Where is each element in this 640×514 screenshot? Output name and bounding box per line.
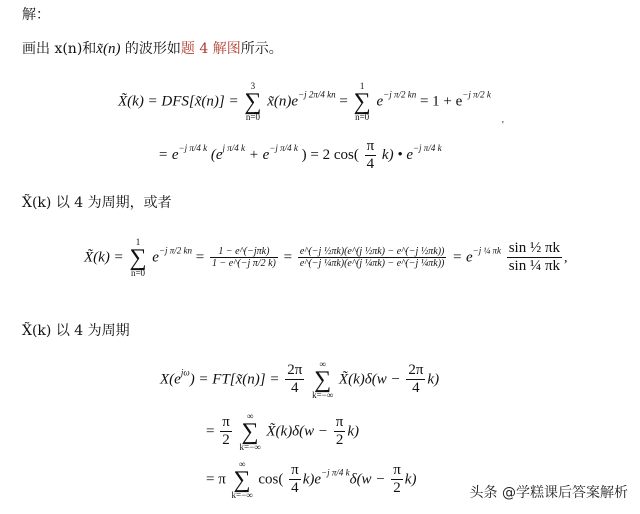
eq3-exp: −j π/2 kn [158, 245, 193, 256]
eq1-exp1: −j 2π/4 kn [298, 89, 336, 100]
eq2-part2: (e [210, 147, 223, 164]
eq5-sum: ∞ ∑ k=−∞ [239, 411, 261, 453]
eq4-sum: ∞ ∑ k=−∞ [312, 359, 334, 401]
watermark: 头条 @学糕课后答案解析 [469, 485, 628, 501]
eq2-exp3: −j π/4 k [269, 143, 298, 154]
eq6-frac2: $\frac{\pi}{2}$ [393, 462, 401, 497]
eq1-body2: e [376, 93, 384, 110]
eq4-lhs2: ) = FT[x̃(n)] = [189, 371, 280, 388]
eq5-eq: = [206, 423, 215, 440]
equation-cos [158, 138, 442, 174]
equation-dfs [118, 82, 491, 122]
eq2-exp1: −j π/4 k [178, 143, 208, 154]
eq6-body: cos( [258, 471, 284, 488]
eq6-eq: = π [206, 471, 226, 488]
eq2-part4: ) = 2 cos( [301, 147, 359, 164]
eq3-frac3: $\frac{\text{sin ½ πk}}{\text{sin ¼ πk}}$ [508, 240, 561, 275]
eq3-tail: , [564, 250, 568, 266]
eq1-exp2: −j π/2 kn [383, 89, 417, 100]
equation-ft [160, 360, 439, 400]
equation-ft-simplified [206, 412, 359, 452]
eq1-lhs: X̃(k) = DFS[x̃(n)] = [118, 93, 239, 110]
eq4-tail: k) [427, 371, 440, 388]
eq3-exp-mid: −j ¼ πk [472, 245, 501, 256]
eq4-lhs-exp: jω [180, 367, 190, 378]
intro-suffix: 所示。 [240, 41, 283, 57]
eq1-sum2: 1 ∑ n=0 [353, 81, 371, 123]
eq5-body: X̃(k)δ(w − [266, 423, 329, 440]
eq1-exp3: −j π/2 k [462, 89, 491, 100]
eq2-frac: $\frac{\pi}{4}$ [366, 138, 375, 173]
eq5-frac1: $\frac{\pi}{2}$ [222, 414, 230, 449]
eq6-body3: δ(w − [349, 471, 386, 488]
intro-line [22, 38, 283, 58]
eq1-sum1: 3 ∑ n=0 [244, 81, 262, 123]
eq6-sum: ∞ ∑ k=−∞ [231, 459, 253, 501]
eq4-body: X̃(k)δ(w − [338, 371, 401, 388]
equation-ft-cos [206, 460, 416, 500]
eq6-body2: k)e [302, 471, 322, 488]
figure-reference-link[interactable]: 题 4 解图 [180, 41, 241, 57]
eq2-exp2: j π/4 k [222, 143, 246, 154]
eq6-tail: k) [404, 471, 417, 488]
eq3-frac1: $\frac{\text{1 − e\textasciicircum{}(−jπk)}}{\text{1 − e\textasciicircum{}(−j π/2 k)}}$ [212, 245, 276, 270]
eq1-body1: x̃(n)e [267, 93, 299, 110]
eq2-part3: + e [248, 147, 270, 164]
eq5-frac2: $\frac{\pi}{2}$ [335, 414, 344, 449]
eq2-part1: = e [158, 147, 179, 164]
eq5-tail: k) [347, 423, 360, 440]
eq3-sum: 1 ∑ n=0 [129, 237, 147, 279]
eq1-rhs: = 1 + e [419, 93, 463, 110]
period-note-1: X̃(k) 以 4 为周期，或者 [22, 195, 172, 211]
eq3-frac2: $\frac{\text{e\textasciicircum{}(−j ½πk)(e\textasciicircum{}(j ½πk) − e\textasciicircum{}(−j ½πk))}}{\text{e\textasciicircum{}(−j ¼πk)(e\textasciicircum{}(j ¼πk) − e\textasciicircum{}(−j ¼πk))}}$ [299, 245, 445, 270]
eq4-lhs: X(e [160, 371, 181, 388]
eq1-mark: ' [502, 120, 504, 131]
eq1-eq: = [339, 93, 348, 110]
eq3-lhs: X̃(k) = [84, 249, 124, 266]
equation-sin-ratio: X̃(k) = 1 ∑ n=0 $e^{-j \pi/2 kn}$ = $\frac{\text{1 − e\textasciicircum{}(−jπk)}}{\text{1 − e\textasciicircum{}(−j π/2 k)}}$ = $\frac{\text{e\textasciicircum{}(−j ½πk)(e\textasciicircum{}(j ½πk) − e\textasciicircum{}(−j ½πk))}}{\text{e\textasciicircum{}(−j ¼πk)(e\textasciicircum{}(j ¼πk) − e\textasciicircum{}(−j ¼πk))}}$ = $e^{-j \frac{1}{4} \pi k}$ $\frac{\text{sin ½ πk}}{\text{sin ¼ πk}}$ , [84, 237, 568, 279]
eq4-frac2: $\frac{2\pi}{4}$ [408, 362, 424, 397]
period-note-2: X̃(k) 以 4 为周期 [22, 323, 130, 339]
eq6-frac1: $\frac{\pi}{4}$ [291, 462, 299, 497]
eq6-exp: −j π/4 k [321, 467, 350, 478]
eq3-body: e [152, 249, 159, 266]
intro-mid: 的波形如 [120, 41, 181, 57]
intro-prefix: 画出 x(n)和 [22, 41, 97, 57]
eq2-exp4: −j π/4 k [412, 143, 442, 154]
eq4-frac1: $\frac{2\pi}{4}$ [287, 362, 303, 397]
eq2-part5: k) • e [381, 147, 413, 164]
heading: 解： [22, 7, 50, 23]
eq3-mid: = e [452, 249, 473, 266]
intro-xn: x̃(n) [96, 41, 121, 57]
